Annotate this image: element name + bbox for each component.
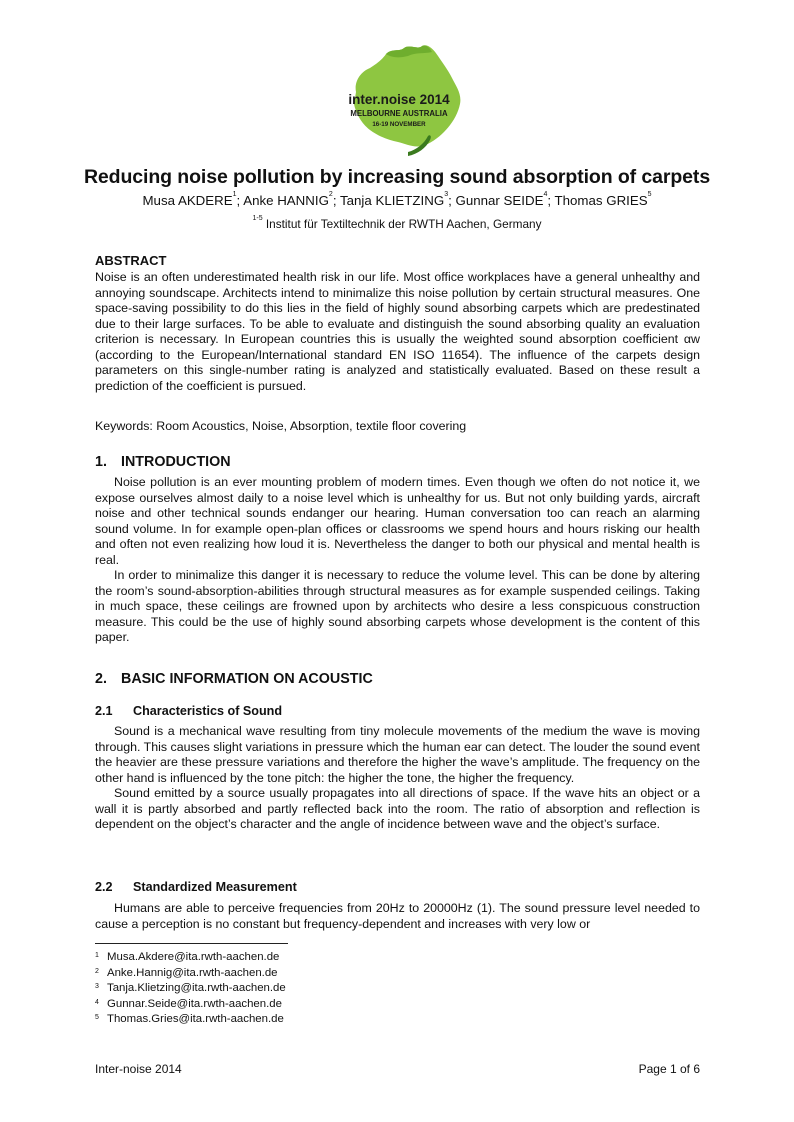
paragraph: Noise pollution is an ever mounting problem of modern times. Even though we often do not notice it, we expose ourselves almost daily to a noise level which is unhealthy for us. But not only building yards, aircraft noise and other technical sounds endanger our hearing. Human conversation too can reach an alarming sound volume. In for example open-plan offices or classrooms we spend hours and hours risking our health and often not even realizing how loud it is. Nevertheless the danger to both our physical and mental health is real. <box>95 475 700 567</box>
section-heading-introduction: 1. INTRODUCTION <box>95 454 231 470</box>
paper-title: Reducing noise pollution by increasing sound absorption of carpets <box>83 166 711 188</box>
abstract-text: Noise is an often underestimated health risk in our life. Most office workplaces have a general unhealthy and annoying soundscape. Architects intend to minimalize this noise pollution by certain structural measures. One space-saving possibility to do this lies in the field of highly sound absorbing carpets which are predestinated due to their large surfaces. To be able to evaluate and distinguish the sound absorbing quality an evaluation criterion is necessary. In European countries this is usually the weighted sound absorption coefficient αw (according to the European/International standard EN ISO 11654). The influence of the carpets design parameters on this single-number rating is analyzed and statistically evaluated. Based on these result a prediction of the coefficient is pursued. <box>95 270 700 393</box>
author: Musa AKDERE$^1$; <box>142 191 244 208</box>
paragraph: Sound is a mechanical wave resulting from tiny molecule movements of the medium the wave is moving through. This causes slight variations in pressure which the human ear can detect. The louder the sound event the heavier are these pressure variations and therefore the higher the wave’s amplitude. The frequency on the other hand is influenced by the tone pitch: the higher the tone, the higher the frequency. <box>95 724 700 785</box>
author-list <box>0 193 794 208</box>
affiliation: $^{1-5}$ Institut für Textiltechnik der RWTH Aachen, Germany <box>252 215 542 231</box>
abstract-body <box>95 270 700 394</box>
footnote: $^5$ Thomas.Gries@ita.rwth-aachen.de <box>95 1013 284 1026</box>
author: Anke HANNIG$^2$; <box>243 191 340 208</box>
keywords: Keywords: Room Acoustics, Noise, Absorption, textile floor covering <box>95 419 467 433</box>
paragraph: In order to minimalize this danger it is necessary to reduce the volume level. This can be done by altering the room’s sound-absorption-abilities through structural measures as for example suspended ceilings. Taking in much space, these ceilings are frowned upon by architects who desire a less conspicuous construction measure. This could be the use of highly sound absorbing carpets whose development is the content of this paper. <box>95 568 700 644</box>
footnote-separator <box>95 943 288 944</box>
introduction-body <box>95 475 700 646</box>
author: Gunnar SEIDE$^4$; <box>455 191 555 208</box>
author: Tanja KLIETZING$^3$; <box>339 191 456 208</box>
measurement-body <box>95 901 700 932</box>
paragraph: Humans are able to perceive frequencies from 20Hz to 20000Hz (1). The sound pressure level needed to cause a perception is no constant but frequency-dependent and increases with very low or <box>95 901 700 931</box>
footer-page-number: Page 1 of 6 <box>638 1062 700 1076</box>
logo-line-3: 16-19 NOVEMBER <box>372 121 426 128</box>
footer-conference: Inter-noise 2014 <box>95 1062 182 1076</box>
abstract-heading: ABSTRACT <box>95 253 167 268</box>
subsection-heading-standardized-measurement: 2.2 Standardized Measurement <box>95 880 297 894</box>
section-heading-basic-information: 2. BASIC INFORMATION ON ACOUSTIC <box>95 671 373 687</box>
footnote: $^3$ Tanja.Klietzing@ita.rwth-aachen.de <box>95 982 286 995</box>
paragraph: Sound emitted by a source usually propagates into all directions of space. If the wave hits an object or a wall it is partly absorbed and partly reflected back into the room. The ratio of absorption and reflection is dependent on the object’s character and the angle of incidence between wave and the object’s surface. <box>95 786 700 831</box>
author: Thomas GRIES$^5$ <box>554 191 652 208</box>
characteristics-body <box>95 724 700 833</box>
subsection-heading-characteristics: 2.1 Characteristics of Sound <box>95 704 283 718</box>
footnote: $^4$ Gunnar.Seide@ita.rwth-aachen.de <box>95 997 282 1010</box>
logo-line-2: MELBOURNE AUSTRALIA <box>350 109 448 118</box>
footnotes <box>95 950 286 1028</box>
footnote: $^1$ Musa.Akdere@ita.rwth-aachen.de <box>95 951 280 963</box>
footnote: $^2$ Anke.Hannig@ita.rwth-aachen.de <box>95 966 278 979</box>
conference-logo <box>326 44 472 164</box>
logo-line-1: inter.noise 2014 <box>348 92 450 107</box>
